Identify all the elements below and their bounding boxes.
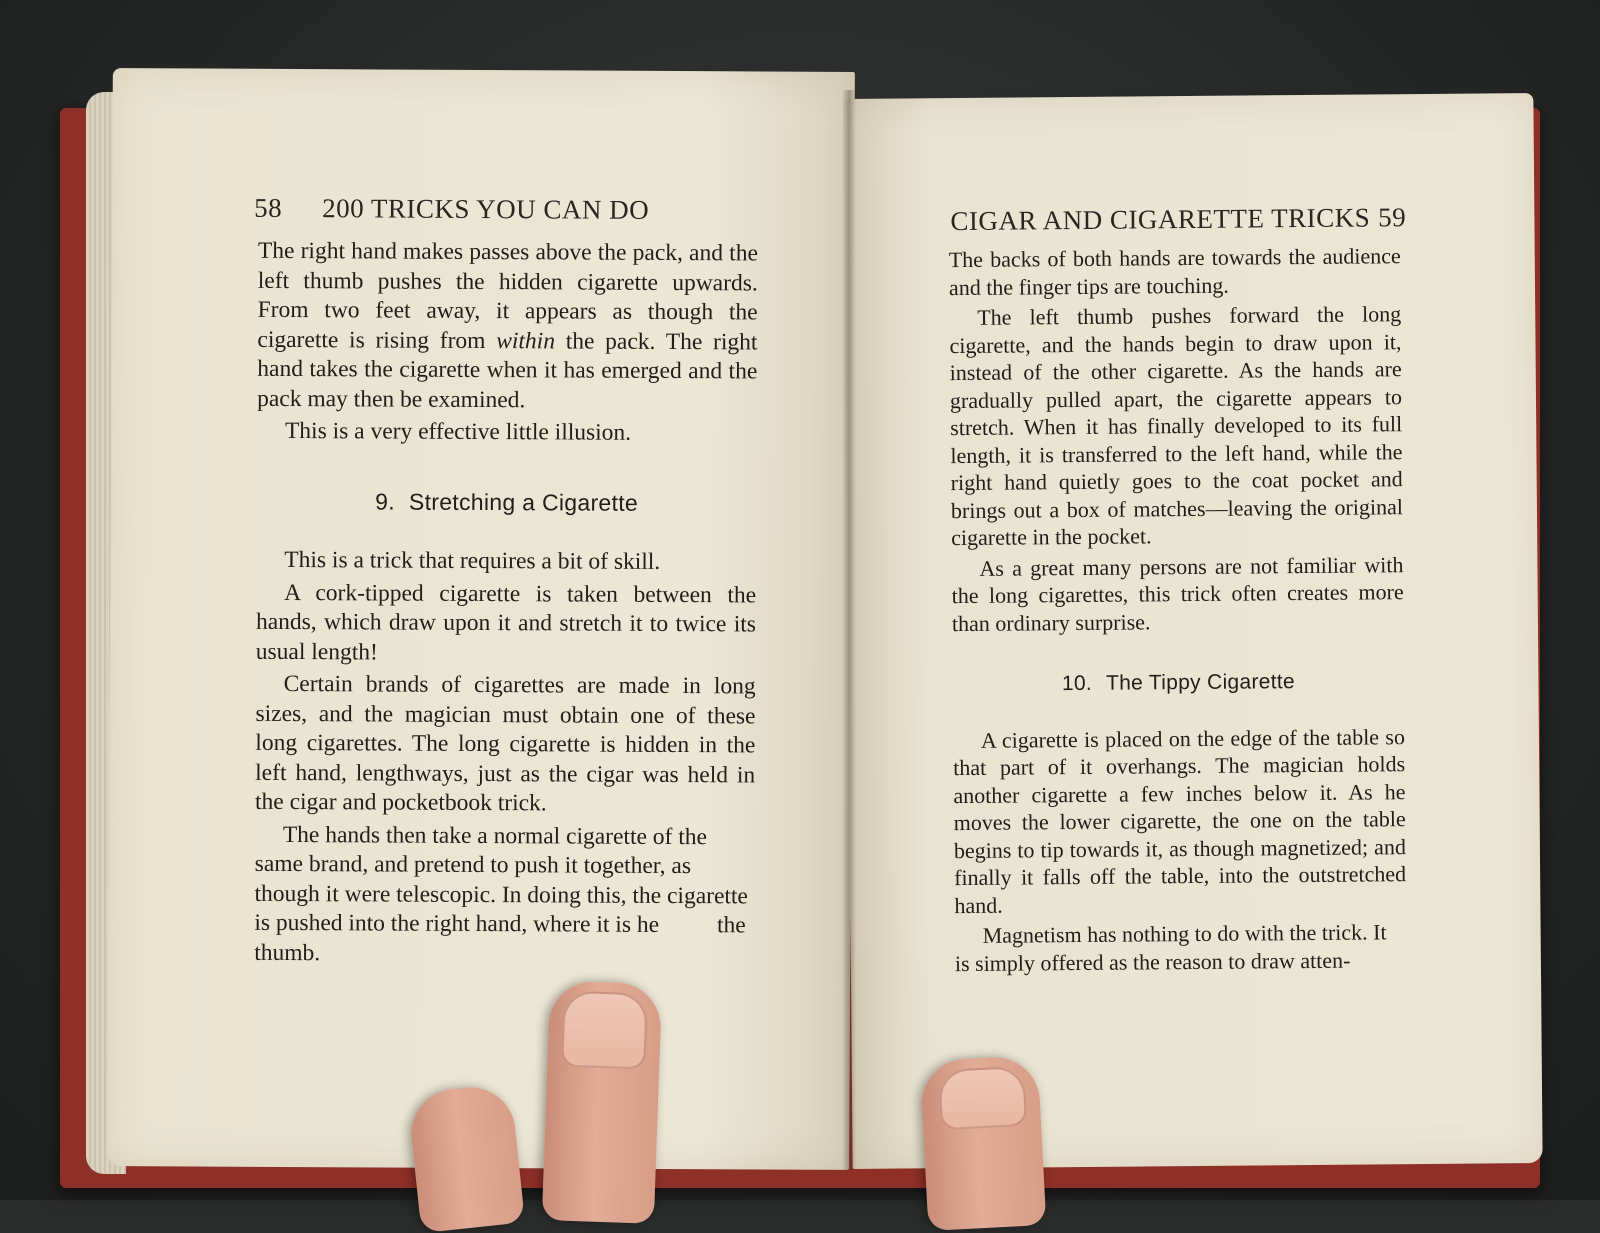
section-title: The Tippy Cigarette	[1106, 670, 1295, 695]
paragraph	[254, 820, 755, 970]
right-running-head	[950, 202, 1406, 237]
paragraph: The left thumb pushes forward the long cigarette, and the hands begin to draw upon it, instead of the other cigarette. As the hands are gradually pulled apart, the cigarette appears to stretch. When it has finally developed to its full length, it is transferred to the left hand, while the right hand quietly goes to the coat pocket and brings out a box of matches—leaving the original cigarette in the pocket.	[949, 300, 1403, 551]
finger-right-thumb	[920, 1055, 1047, 1231]
section-heading-10	[952, 667, 1404, 698]
right-page	[843, 93, 1542, 1169]
left-page-number: 58	[254, 193, 282, 223]
paragraph-text: The hands then take a normal cigarette of the same brand, and pretend to push it together, as though it were telescopic. In doing this, the cigarette is pushed into the right hand, where it is he	[254, 821, 748, 937]
paragraph-text: the thumb.	[254, 912, 746, 965]
paragraph-text: the pack. The right hand takes the cigarette when it has emerged and the pack may then be examined.	[257, 328, 757, 413]
paragraph-text: The right hand makes passes above the pack, and the left thumb pushes the hidden cigarette upwards. From two feet away, it appears as though the cigarette is rising from	[257, 238, 758, 354]
section-number: 9.	[375, 488, 395, 514]
paragraph: This is a very effective little illusion.	[257, 417, 757, 449]
paragraph: Magnetism has nothing to do with the trick. It is simply offered as the reason to draw atten-	[955, 918, 1407, 977]
book-gutter	[842, 90, 856, 1170]
italic-text: within	[496, 328, 555, 354]
right-page-text	[949, 242, 1407, 980]
section-number: 10.	[1062, 672, 1092, 695]
section-heading-9	[257, 486, 757, 518]
paragraph	[257, 237, 758, 417]
right-running-title: CIGAR AND CIGARETTE TRICKS	[950, 202, 1370, 236]
paragraph: As a great many persons are not familiar with the long cigarettes, this trick often creates more than ordinary surprise.	[951, 551, 1404, 637]
left-page	[107, 68, 855, 1170]
left-running-head	[254, 193, 649, 226]
paragraph: A cigarette is placed on the edge of the table so that part of it overhangs. The magician holds another cigarette a few inches below it. As he moves the lower cigarette, the one on the table begins to tip towards it, as though magnetized; and finally it falls off the table, into the outstretched hand.	[953, 723, 1407, 919]
fingernail	[938, 1066, 1027, 1130]
paragraph: This is a trick that requires a bit of skill.	[256, 546, 756, 578]
section-title: Stretching a Cigarette	[409, 488, 638, 515]
right-page-number: 59	[1378, 202, 1406, 232]
left-running-title: 200 TRICKS YOU CAN DO	[322, 193, 649, 225]
finger-index	[542, 980, 662, 1224]
paragraph: The backs of both hands are towards the audience and the finger tips are touching.	[949, 242, 1401, 301]
left-page-text	[254, 237, 758, 974]
fingernail	[561, 991, 648, 1070]
paragraph: Certain brands of cigarettes are made in long sizes, and the magician must obtain one of these long cigarettes. The long cigarette is hidden in the left hand, lengthways, just as the cigar was held in the cigar and pocketbook trick.	[255, 670, 756, 820]
paragraph: A cork-tipped cigarette is taken between the hands, which draw upon it and stretch it to twice its usual length!	[256, 578, 756, 669]
